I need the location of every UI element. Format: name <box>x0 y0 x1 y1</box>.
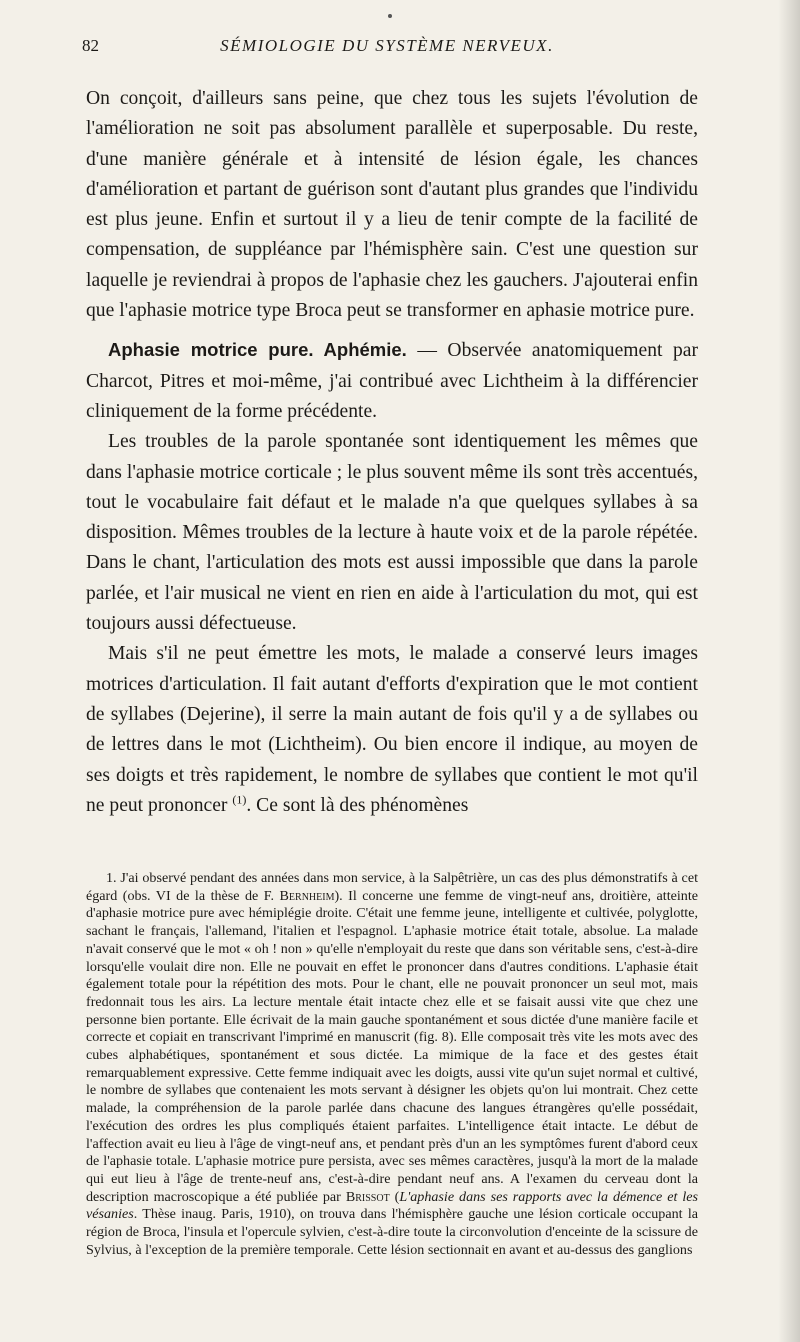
running-title: SÉMIOLOGIE DU SYSTÈME NERVEUX. <box>220 36 554 55</box>
author-brissot: Brissot <box>345 1188 390 1205</box>
footnote-block <box>86 870 698 1259</box>
footnote-reference[interactable]: (1) <box>232 792 247 807</box>
paragraph-2 <box>86 335 698 427</box>
footnote-1 <box>86 870 698 1259</box>
paragraph-4-end: . Ce sont là des phénomènes <box>246 794 469 816</box>
footnote-text-2: ). Il concerne une femme de vingt-neuf ans, droitière, atteinte d'aphasie motrice pure avec hémiplégie droite. C'était une femme jeune, intelligente et cultivée, polyglotte, sachant le français, l'allemand, l'italien et l'espagnol. L'aphasie motrice était totale, absolue. La malade n'avait conservé que le mot « oh ! non » qu'elle n'employait du reste que dans son véritable sens, c'est-à-dire lorsqu'elle voulait dire non. Elle ne pouvait en effet le prononcer dans d'autres conditions. L'aphasie était également totale pour la répétition des mots. Pour le chant, elle ne pouvait prononcer un seul mot, mais fredonnait tous les airs. La lecture mentale était intacte chez elle et se faisait aussi vite que chez une personne bien portante. Elle écrivait de la main gauche spontanément et sous dictée d'une manière facile et correcte et copiait en transcrivant l'imprimé en manuscrit (fig. 8). Elle composait très vite les mots avec des cubes alphabétiques, spontanément et sous dictée. La mimique de la face et des gestes était remarquablement expressive. Cette femme indiquait avec les doigts, aussi vite qu'un sujet normal et cultivé, le nombre de syllabes que contenaient les mots servant à désigner les objets qu'on lui montrait. Chez cette malade, la compréhension de la parole parlée dans chacune des langues étrangères qu'elle possédait, l'exécution des ordres les plus compliqués étaient parfaites. L'intelligence était intacte. Le début de l'affection avait eu lieu à l'âge de vingt-neuf ans, et pendant près d'un an les symptômes furent d'abord ceux de l'aphasie totale. L'aphasie motrice pure persista, avec ses mêmes caractères, jusqu'à la mort de la malade qui eut lieu à l'âge de trente-neuf ans, c'est-à-dire pendant neuf ans. A l'examen du cerveau dont la description macroscopique a été publiée par <box>86 887 698 1205</box>
ink-speck <box>388 14 392 18</box>
footnote-text-1: 1. J'ai observé pendant des années dans mon service, à la Salpêtrière, un cas des plus démonstratifs à cet égard (obs. VI de la thèse de F. <box>86 870 698 904</box>
thesis-title: L'aphasie dans ses rapports avec la démence et les vésanies <box>86 1188 699 1223</box>
footnote-text-4: . Thèse inaug. Paris, 1910), on trouva dans l'hémisphère gauche une lésion corticale occupant la région de Broca, l'insula et l'opercule sylvien, c'est-à-dire toute la circonvolution d'enceinte de la scissure de Sylvius, à l'exception de la première temporale. Cette lésion sectionnait en avant et au-dessus des ganglions <box>86 1206 698 1258</box>
paragraph-3: Les troubles de la parole spontanée sont identiquement les mêmes que dans l'aphasie motrice corticale ; le plus souvent même ils sont très accentués, tout le vocabulaire fait défaut et le malade n'a que quelques syllabes à sa disposition. Mêmes troubles de la lecture à haute voix et de la parole répétée. Dans le chant, l'articulation des mots est aussi impossible que dans la parole parlée, et l'air musical ne vient en rien en aide à l'articulation du mot, qui est toujours aussi défectueuse. <box>86 431 698 635</box>
page-header <box>82 36 692 60</box>
paragraph-4-text: Mais s'il ne peut émettre les mots, le malade a conservé leurs images motrices d'articulation. Il fait autant d'efforts d'expiration que le mot contient de syllabes (Dejerine), il serre la main autant de fois qu'il y a de syllabes ou de lettres dans le mot (Lichtheim). Ou bien encore il indique, au moyen de ses doigts et très rapidement, le nombre de syllabes que contient le mot qu'il ne peut prononcer <box>86 643 698 816</box>
paragraph-1: On conçoit, d'ailleurs sans peine, que chez tous les sujets l'évolution de l'amélioration ne soit pas absolument parallèle et superposable. Du reste, d'une manière générale et à intensité de lésion égale, les chances d'amélioration et partant de guérison sont d'autant plus grandes que l'individu est plus jeune. Enfin et surtout il y a lieu de tenir compte de la facilité de compensation, de suppléance par l'hémisphère sain. C'est une question sur laquelle je reviendrai à propos de l'aphasie chez les gauchers. J'ajouterai enfin que l'aphasie motrice type Broca peut se transformer en aphasie motrice pure. <box>86 88 698 322</box>
main-text <box>86 84 698 821</box>
paragraph-4 <box>86 639 698 821</box>
author-bernheim: Bernheim <box>279 887 335 904</box>
footnote-text-3: ( <box>394 1188 400 1205</box>
paragraph-2-text: — Observée anatomiquement par Charcot, Pitres et moi-même, j'ai contribué avec Lichtheim à la différencier cliniquement de la forme précédente. <box>86 340 698 422</box>
section-heading: Aphasie motrice pure. Aphémie. <box>108 339 407 361</box>
page-number: 82 <box>82 36 99 55</box>
page-edge-shadow <box>778 0 800 1342</box>
